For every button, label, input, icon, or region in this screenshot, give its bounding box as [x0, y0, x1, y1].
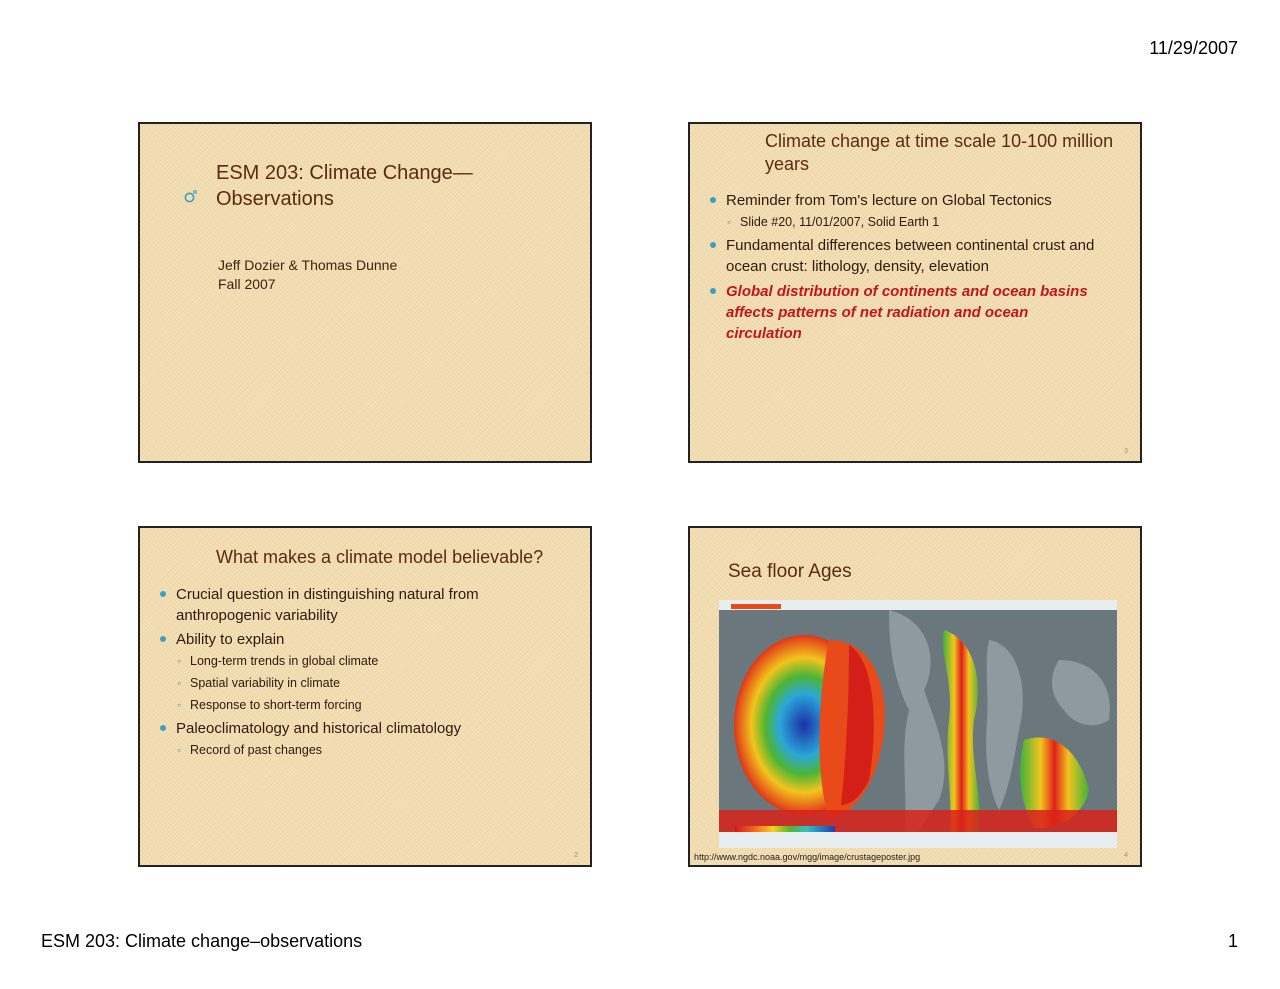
slide-4: [688, 526, 1142, 867]
list-item: [140, 718, 588, 739]
ring-icon: [184, 190, 197, 203]
footer-title: ESM 203: Climate change–observations: [41, 931, 363, 951]
bullet-text: Ability to explain: [176, 631, 285, 648]
sub-bullet-text: Spatial variability in climate: [190, 676, 341, 690]
list-item: [140, 694, 588, 716]
list-item: [140, 672, 588, 694]
slide-4-title: Sea floor Ages: [728, 561, 852, 582]
list-item: [140, 629, 588, 650]
bullet-text: anthropogenic variability: [176, 607, 338, 624]
list-item: [690, 281, 1138, 344]
sub-bullet-text: Long-term trends in global climate: [190, 654, 379, 668]
bullet-text: Fundamental differences between continental crust and: [726, 237, 1095, 254]
slide-2: [138, 526, 592, 867]
sub-bullet-text: Response to short-term forcing: [190, 698, 362, 712]
list-item: [690, 235, 1138, 277]
slide-3: [688, 122, 1142, 463]
image-source-caption: http://www.ngdc.noaa.gov/mgg/image/crustageposter.jpg: [694, 852, 921, 862]
slide-3-bullets: [690, 190, 1138, 344]
bullet-text: affects patterns of net radiation and ocean: [726, 304, 1029, 321]
slide-3-title-line2: years: [765, 154, 810, 174]
bullet-text: Paleoclimatology and historical climatology: [176, 720, 462, 737]
list-item: [140, 584, 588, 626]
list-item: [140, 650, 588, 672]
footer-page-number: 1: [1227, 931, 1238, 951]
slide-2-bullets: [140, 584, 588, 761]
slide-number: 3: [1124, 448, 1128, 455]
bullet-text: ocean crust: lithology, density, elevation: [726, 258, 989, 275]
slide-number: 4: [1124, 852, 1128, 859]
sub-bullet-text: Record of past changes: [190, 743, 323, 757]
bullet-text: circulation: [726, 325, 802, 342]
list-item: [690, 190, 1138, 211]
author-line: Jeff Dozier & Thomas Dunne: [218, 257, 398, 273]
list-item: [690, 211, 1138, 233]
bullet-text: Global distribution of continents and ocean basins: [726, 283, 1088, 300]
header-date: 11/29/2007: [1149, 38, 1238, 58]
slide-3-title: [765, 130, 1113, 176]
bullet-text: Crucial question in distinguishing natural from: [176, 586, 479, 603]
term-line: Fall 2007: [218, 276, 276, 292]
list-item: [140, 739, 588, 761]
slide-1-title-line2: Observations: [216, 188, 334, 210]
sub-bullet-text: Slide #20, 11/01/2007, Solid Earth 1: [740, 215, 940, 229]
sea-floor-age-map: [719, 600, 1117, 848]
slide-1-title: [216, 160, 473, 212]
slide-3-title-line1: Climate change at time scale 10-100 million: [765, 131, 1114, 151]
slide-1-authors: [218, 256, 397, 294]
slide-2-title: What makes a climate model believable?: [216, 547, 544, 567]
bullet-text: Reminder from Tom's lecture on Global Tectonics: [726, 192, 1052, 209]
slide-number: 2: [574, 852, 578, 859]
slide-1-title-line1: ESM 203: Climate Change—: [216, 162, 473, 184]
slide-1: [138, 122, 592, 463]
